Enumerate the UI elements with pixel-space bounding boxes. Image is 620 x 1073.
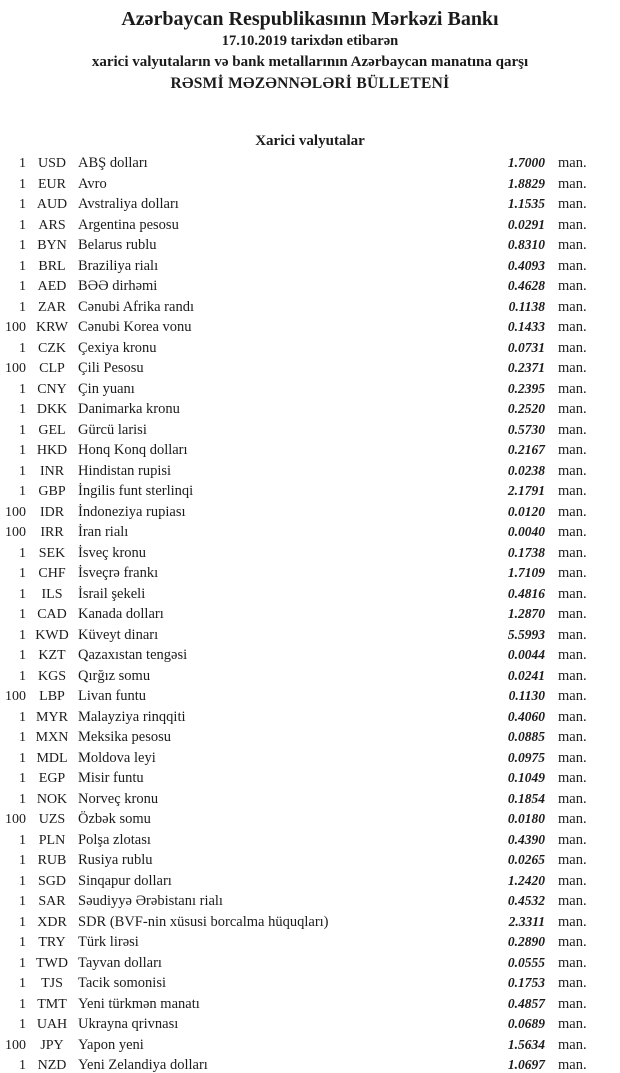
rate-value: 0.4390 bbox=[507, 831, 545, 847]
rate-value: 2.1791 bbox=[507, 483, 545, 498]
currency-name: İsveç kronu bbox=[78, 544, 147, 561]
effective-date-line: 17.10.2019 tarixdən etibarən bbox=[221, 33, 399, 49]
currency-code: BYN bbox=[37, 238, 67, 253]
currency-code: CLP bbox=[39, 361, 65, 376]
unit-label: man. bbox=[558, 893, 587, 909]
currency-code: DKK bbox=[36, 402, 68, 417]
rate-value: 0.1854 bbox=[507, 790, 545, 806]
rate-row bbox=[0, 317, 620, 338]
currency-name: Ukrayna qrivnası bbox=[78, 1016, 179, 1032]
rate-value: 1.1535 bbox=[507, 196, 545, 211]
rate-row bbox=[0, 379, 620, 400]
rate-row bbox=[0, 707, 620, 728]
bulletin-title: RƏSMİ MƏZƏNNƏLƏRİ BÜLLETENİ bbox=[170, 75, 450, 92]
rate-row bbox=[0, 809, 620, 830]
unit-label: man. bbox=[558, 257, 587, 274]
quantity-value: 100 bbox=[5, 812, 26, 827]
currency-name: Türk lirəsi bbox=[78, 934, 139, 950]
currency-name: İndoneziya rupiası bbox=[78, 503, 186, 520]
rate-value: 0.0689 bbox=[507, 1016, 545, 1031]
rate-row bbox=[0, 789, 620, 810]
currency-name: Misir funtu bbox=[78, 770, 144, 786]
rate-row bbox=[0, 768, 620, 789]
quantity-value: 1 bbox=[19, 832, 26, 848]
currency-code: RUB bbox=[37, 853, 67, 868]
quantity-value: 1 bbox=[19, 873, 26, 889]
quantity-value: 1 bbox=[19, 914, 26, 930]
currency-name: Meksika pesosu bbox=[78, 729, 172, 745]
rate-row bbox=[0, 973, 620, 994]
rate-value: 0.4060 bbox=[507, 708, 545, 724]
rate-value: 0.1753 bbox=[507, 975, 545, 990]
quantity-value: 1 bbox=[19, 299, 26, 315]
currency-code: GBP bbox=[38, 484, 66, 499]
rates-table bbox=[0, 153, 620, 1073]
unit-label: man. bbox=[558, 503, 587, 520]
currency-code: IRR bbox=[40, 525, 64, 540]
currency-code: MXN bbox=[35, 730, 69, 745]
currency-code: TWD bbox=[36, 955, 68, 971]
rate-value: 0.1049 bbox=[507, 770, 545, 785]
currency-code: AED bbox=[37, 279, 67, 294]
quantity-value: 1 bbox=[19, 586, 26, 602]
rate-row bbox=[0, 502, 620, 523]
rate-row bbox=[0, 625, 620, 646]
unit-label: man. bbox=[558, 524, 587, 540]
rate-row bbox=[0, 1035, 620, 1056]
bank-title: Azərbaycan Respublikasının Mərkəzi Bankı bbox=[121, 8, 499, 30]
rate-row bbox=[0, 522, 620, 543]
quantity-value: 1 bbox=[19, 853, 26, 868]
rate-row bbox=[0, 953, 620, 974]
rate-row bbox=[0, 584, 620, 605]
currency-name: Yeni Zelandiya dolları bbox=[78, 1057, 208, 1073]
currency-name: Gürcü larisi bbox=[78, 421, 147, 438]
currency-code: ZAR bbox=[38, 299, 66, 315]
currency-code: MYR bbox=[36, 709, 68, 725]
rate-value: 0.1130 bbox=[508, 688, 545, 703]
unit-label: man. bbox=[558, 237, 587, 253]
rate-value: 0.1738 bbox=[507, 544, 545, 560]
quantity-value: 1 bbox=[19, 1017, 26, 1032]
currency-code: CNY bbox=[37, 381, 67, 397]
quantity-value: 1 bbox=[19, 238, 26, 253]
currency-name: BƏƏ dirhəmi bbox=[78, 278, 158, 294]
currency-code: USD bbox=[37, 156, 66, 171]
currency-name: Honq Konq dolları bbox=[78, 442, 188, 458]
unit-label: man. bbox=[558, 442, 587, 458]
unit-label: man. bbox=[558, 1057, 587, 1073]
unit-label: man. bbox=[558, 196, 587, 212]
unit-label: man. bbox=[558, 934, 587, 950]
rate-value: 0.4816 bbox=[507, 585, 545, 601]
rate-value: 1.7000 bbox=[507, 155, 545, 170]
rate-value: 0.0120 bbox=[507, 503, 545, 519]
quantity-value: 1 bbox=[19, 279, 26, 294]
currency-code: NOK bbox=[36, 791, 68, 807]
rate-row bbox=[0, 194, 620, 215]
currency-name: Kanada dolları bbox=[78, 606, 164, 622]
unit-label: man. bbox=[558, 339, 587, 356]
rate-row bbox=[0, 399, 620, 420]
unit-label: man. bbox=[558, 585, 587, 602]
unit-label: man. bbox=[558, 278, 587, 294]
quantity-value: 100 bbox=[5, 525, 26, 540]
rate-value: 0.4857 bbox=[507, 995, 545, 1011]
currency-code: CHF bbox=[38, 566, 66, 581]
currency-name: İsveçrə frankı bbox=[78, 565, 159, 581]
rate-value: 0.1138 bbox=[508, 298, 545, 314]
rate-row bbox=[0, 912, 620, 933]
quantity-value: 1 bbox=[19, 955, 26, 971]
quantity-value: 1 bbox=[19, 791, 26, 807]
rate-row bbox=[0, 297, 620, 318]
currency-code: PLN bbox=[38, 832, 66, 848]
currency-name: SDR (BVF-nin xüsusi borcalma hüquqları) bbox=[78, 913, 329, 930]
rate-row bbox=[0, 276, 620, 297]
unit-label: man. bbox=[558, 319, 587, 335]
rate-row bbox=[0, 215, 620, 236]
currency-name: Danimarka kronu bbox=[78, 401, 180, 417]
rate-row bbox=[0, 543, 620, 564]
rate-value: 1.2420 bbox=[507, 872, 545, 888]
unit-label: man. bbox=[558, 483, 587, 499]
currency-code: BRL bbox=[38, 258, 66, 274]
rate-row bbox=[0, 256, 620, 277]
quantity-value: 100 bbox=[5, 1037, 26, 1053]
currency-code: XDR bbox=[37, 914, 67, 930]
rate-value: 0.0291 bbox=[507, 216, 545, 232]
rate-row bbox=[0, 440, 620, 461]
currency-code: MDL bbox=[36, 750, 68, 766]
currency-code: LBP bbox=[39, 689, 65, 704]
quantity-value: 1 bbox=[19, 668, 26, 684]
quantity-value: 100 bbox=[5, 689, 26, 704]
quantity-value: 1 bbox=[19, 340, 26, 356]
unit-label: man. bbox=[558, 811, 587, 827]
unit-label: man. bbox=[558, 872, 587, 889]
quantity-value: 1 bbox=[19, 422, 26, 438]
currency-code: SAR bbox=[38, 894, 66, 909]
currency-code: GEL bbox=[38, 422, 66, 438]
quantity-value: 1 bbox=[19, 709, 26, 725]
rate-row bbox=[0, 891, 620, 912]
currency-name: Moldova leyi bbox=[78, 749, 156, 766]
rate-row bbox=[0, 994, 620, 1015]
rate-value: 0.2167 bbox=[507, 442, 545, 457]
rate-value: 0.0265 bbox=[507, 852, 545, 867]
unit-label: man. bbox=[558, 216, 587, 233]
unit-label: man. bbox=[558, 1036, 587, 1053]
rate-value: 0.2395 bbox=[507, 380, 545, 396]
quantity-value: 1 bbox=[19, 771, 26, 786]
rate-value: 1.8829 bbox=[507, 175, 545, 191]
rate-value: 0.2890 bbox=[507, 934, 545, 949]
unit-label: man. bbox=[558, 565, 587, 581]
rate-value: 0.0044 bbox=[507, 647, 545, 662]
quantity-value: 1 bbox=[19, 648, 26, 663]
unit-label: man. bbox=[558, 852, 587, 868]
currency-name: Tacik somonisi bbox=[78, 975, 166, 991]
currency-code: CZK bbox=[38, 340, 66, 356]
rate-value: 0.1433 bbox=[507, 319, 545, 334]
quantity-value: 1 bbox=[19, 381, 26, 397]
quantity-value: 1 bbox=[19, 443, 26, 458]
currency-name: Özbək somu bbox=[78, 811, 151, 827]
quantity-value: 100 bbox=[5, 504, 26, 520]
currency-name: Yapon yeni bbox=[78, 1036, 144, 1053]
rate-value: 5.5993 bbox=[507, 626, 545, 642]
rate-row bbox=[0, 604, 620, 625]
rate-value: 0.0040 bbox=[507, 524, 545, 539]
rate-value: 0.4093 bbox=[507, 257, 545, 273]
rate-row bbox=[0, 563, 620, 584]
currency-code: KRW bbox=[36, 320, 68, 335]
currency-code: NZD bbox=[37, 1058, 67, 1073]
quantity-value: 1 bbox=[19, 607, 26, 622]
rate-value: 0.0885 bbox=[507, 729, 545, 744]
unit-label: man. bbox=[558, 401, 587, 417]
currency-name: Qırğız somu bbox=[78, 667, 151, 684]
currency-code: AUD bbox=[36, 197, 68, 212]
rate-row bbox=[0, 338, 620, 359]
rate-row bbox=[0, 871, 620, 892]
currency-code: UZS bbox=[38, 812, 66, 827]
unit-label: man. bbox=[558, 770, 587, 786]
rate-row bbox=[0, 645, 620, 666]
quantity-value: 1 bbox=[19, 402, 26, 417]
currency-name: Argentina pesosu bbox=[78, 216, 179, 233]
quantity-value: 1 bbox=[19, 894, 26, 909]
unit-label: man. bbox=[558, 975, 587, 991]
currency-name: Belarus rublu bbox=[78, 237, 157, 253]
currency-code: KZT bbox=[38, 648, 66, 663]
currency-name: Braziliya rialı bbox=[78, 257, 159, 274]
rate-row bbox=[0, 461, 620, 482]
rate-value: 0.2520 bbox=[507, 401, 545, 416]
currency-code: KWD bbox=[35, 627, 69, 643]
rate-value: 1.2870 bbox=[507, 606, 545, 621]
rate-value: 0.4532 bbox=[507, 893, 545, 908]
currency-name: Çexiya kronu bbox=[78, 339, 157, 356]
currency-name: Norveç kronu bbox=[78, 790, 159, 807]
currency-name: Çin yuanı bbox=[78, 380, 135, 397]
unit-label: man. bbox=[558, 954, 587, 971]
rate-value: 0.0555 bbox=[507, 954, 545, 970]
unit-label: man. bbox=[558, 175, 587, 192]
currency-name: Hindistan rupisi bbox=[78, 462, 172, 479]
currency-code: EGP bbox=[38, 771, 66, 786]
quantity-value: 1 bbox=[19, 545, 26, 561]
quantity-value: 1 bbox=[19, 976, 26, 991]
section-title-foreign-currencies: Xarici valyutalar bbox=[255, 133, 365, 149]
quantity-value: 100 bbox=[5, 361, 26, 376]
rate-value: 0.0238 bbox=[507, 462, 545, 478]
currency-code: INR bbox=[39, 463, 65, 479]
rate-value: 0.2371 bbox=[507, 360, 545, 375]
quantity-value: 1 bbox=[19, 730, 26, 745]
rate-value: 0.5730 bbox=[507, 421, 545, 437]
currency-code: TJS bbox=[41, 976, 63, 991]
rate-row bbox=[0, 1014, 620, 1035]
unit-label: man. bbox=[558, 667, 587, 684]
unit-label: man. bbox=[558, 421, 587, 438]
unit-label: man. bbox=[558, 729, 587, 745]
currency-name: İran rialı bbox=[78, 524, 129, 540]
currency-code: HKD bbox=[36, 443, 68, 458]
rate-row bbox=[0, 358, 620, 379]
currency-code: UAH bbox=[36, 1017, 68, 1032]
rate-row bbox=[0, 666, 620, 687]
unit-label: man. bbox=[558, 790, 587, 807]
unit-label: man. bbox=[558, 831, 587, 848]
currency-name: Cənubi Korea vonu bbox=[78, 319, 192, 335]
unit-label: man. bbox=[558, 708, 587, 725]
rate-value: 0.0731 bbox=[507, 339, 545, 355]
currency-name: Avro bbox=[78, 175, 107, 192]
rate-row bbox=[0, 727, 620, 748]
rate-value: 0.8310 bbox=[507, 237, 545, 252]
rate-value: 1.0697 bbox=[507, 1057, 545, 1072]
currency-code: SGD bbox=[37, 873, 66, 889]
rate-value: 0.0975 bbox=[507, 749, 545, 765]
rate-value: 0.0241 bbox=[507, 667, 545, 683]
rate-row bbox=[0, 1055, 620, 1073]
rate-value: 0.4628 bbox=[507, 278, 545, 293]
quantity-value: 1 bbox=[19, 996, 26, 1012]
rate-value: 1.5634 bbox=[507, 1036, 545, 1052]
quantity-value: 1 bbox=[19, 217, 26, 233]
quantity-value: 1 bbox=[19, 750, 26, 766]
quantity-value: 1 bbox=[19, 156, 26, 171]
currency-name: Avstraliya dolları bbox=[78, 196, 179, 212]
currency-code: CAD bbox=[37, 607, 67, 622]
currency-code: ILS bbox=[41, 586, 63, 602]
quantity-value: 100 bbox=[5, 320, 26, 335]
currency-name: Cənubi Afrika randı bbox=[78, 298, 194, 315]
currency-name: Qazaxıstan tengəsi bbox=[78, 647, 188, 663]
unit-label: man. bbox=[558, 913, 587, 930]
bulletin-header bbox=[0, 0, 620, 95]
rate-row bbox=[0, 153, 620, 174]
currency-code: KGS bbox=[37, 668, 66, 684]
bulletin-subtitle: xarici valyutaların və bank metallarının Azərbaycan manatına qarşı bbox=[91, 54, 529, 70]
currency-name: İngilis funt sterlinqi bbox=[78, 483, 194, 499]
currency-name: Polşa zlotası bbox=[78, 831, 151, 848]
currency-name: Küveyt dinarı bbox=[78, 626, 159, 643]
unit-label: man. bbox=[558, 647, 587, 663]
quantity-value: 1 bbox=[19, 484, 26, 499]
rate-row bbox=[0, 481, 620, 502]
rate-row bbox=[0, 932, 620, 953]
unit-label: man. bbox=[558, 688, 587, 704]
rate-row bbox=[0, 235, 620, 256]
unit-label: man. bbox=[558, 1016, 587, 1032]
currency-name: Malayziya rinqqiti bbox=[78, 708, 186, 725]
quantity-value: 1 bbox=[19, 566, 26, 581]
currency-name: Çili Pesosu bbox=[78, 360, 144, 376]
currency-name: İsrail şekeli bbox=[78, 585, 146, 602]
unit-label: man. bbox=[558, 380, 587, 397]
unit-label: man. bbox=[558, 606, 587, 622]
quantity-value: 1 bbox=[19, 627, 26, 643]
currency-name: Livan funtu bbox=[78, 688, 147, 704]
rate-row bbox=[0, 174, 620, 195]
unit-label: man. bbox=[558, 360, 587, 376]
unit-label: man. bbox=[558, 298, 587, 315]
unit-label: man. bbox=[558, 544, 587, 561]
unit-label: man. bbox=[558, 462, 587, 479]
currency-name: Tayvan dolları bbox=[78, 954, 162, 971]
currency-code: JPY bbox=[40, 1037, 64, 1053]
quantity-value: 1 bbox=[19, 176, 26, 192]
rate-value: 2.3311 bbox=[508, 913, 545, 929]
rate-row bbox=[0, 850, 620, 871]
currency-code: ARS bbox=[38, 217, 66, 233]
quantity-value: 1 bbox=[19, 463, 26, 479]
currency-code: TMT bbox=[37, 996, 67, 1012]
currency-code: TRY bbox=[38, 935, 66, 950]
rate-row bbox=[0, 748, 620, 769]
currency-name: Səudiyyə Ərəbistanı rialı bbox=[78, 893, 223, 909]
rate-value: 1.7109 bbox=[507, 565, 545, 580]
currency-code: IDR bbox=[39, 504, 65, 520]
rate-value: 0.0180 bbox=[507, 811, 545, 826]
currency-name: Sinqapur dolları bbox=[78, 872, 172, 889]
unit-label: man. bbox=[558, 749, 587, 766]
currency-name: Yeni türkmən manatı bbox=[78, 995, 200, 1012]
unit-label: man. bbox=[558, 626, 587, 643]
rate-row bbox=[0, 830, 620, 851]
quantity-value: 1 bbox=[19, 258, 26, 274]
quantity-value: 1 bbox=[19, 197, 26, 212]
unit-label: man. bbox=[558, 155, 587, 171]
rate-row bbox=[0, 420, 620, 441]
currency-code: EUR bbox=[38, 176, 66, 192]
quantity-value: 1 bbox=[19, 1058, 26, 1073]
currency-name: ABŞ dolları bbox=[78, 155, 148, 171]
currency-name: Rusiya rublu bbox=[78, 852, 153, 868]
unit-label: man. bbox=[558, 995, 587, 1012]
currency-code: SEK bbox=[38, 545, 66, 561]
quantity-value: 1 bbox=[19, 935, 26, 950]
rate-row bbox=[0, 686, 620, 707]
